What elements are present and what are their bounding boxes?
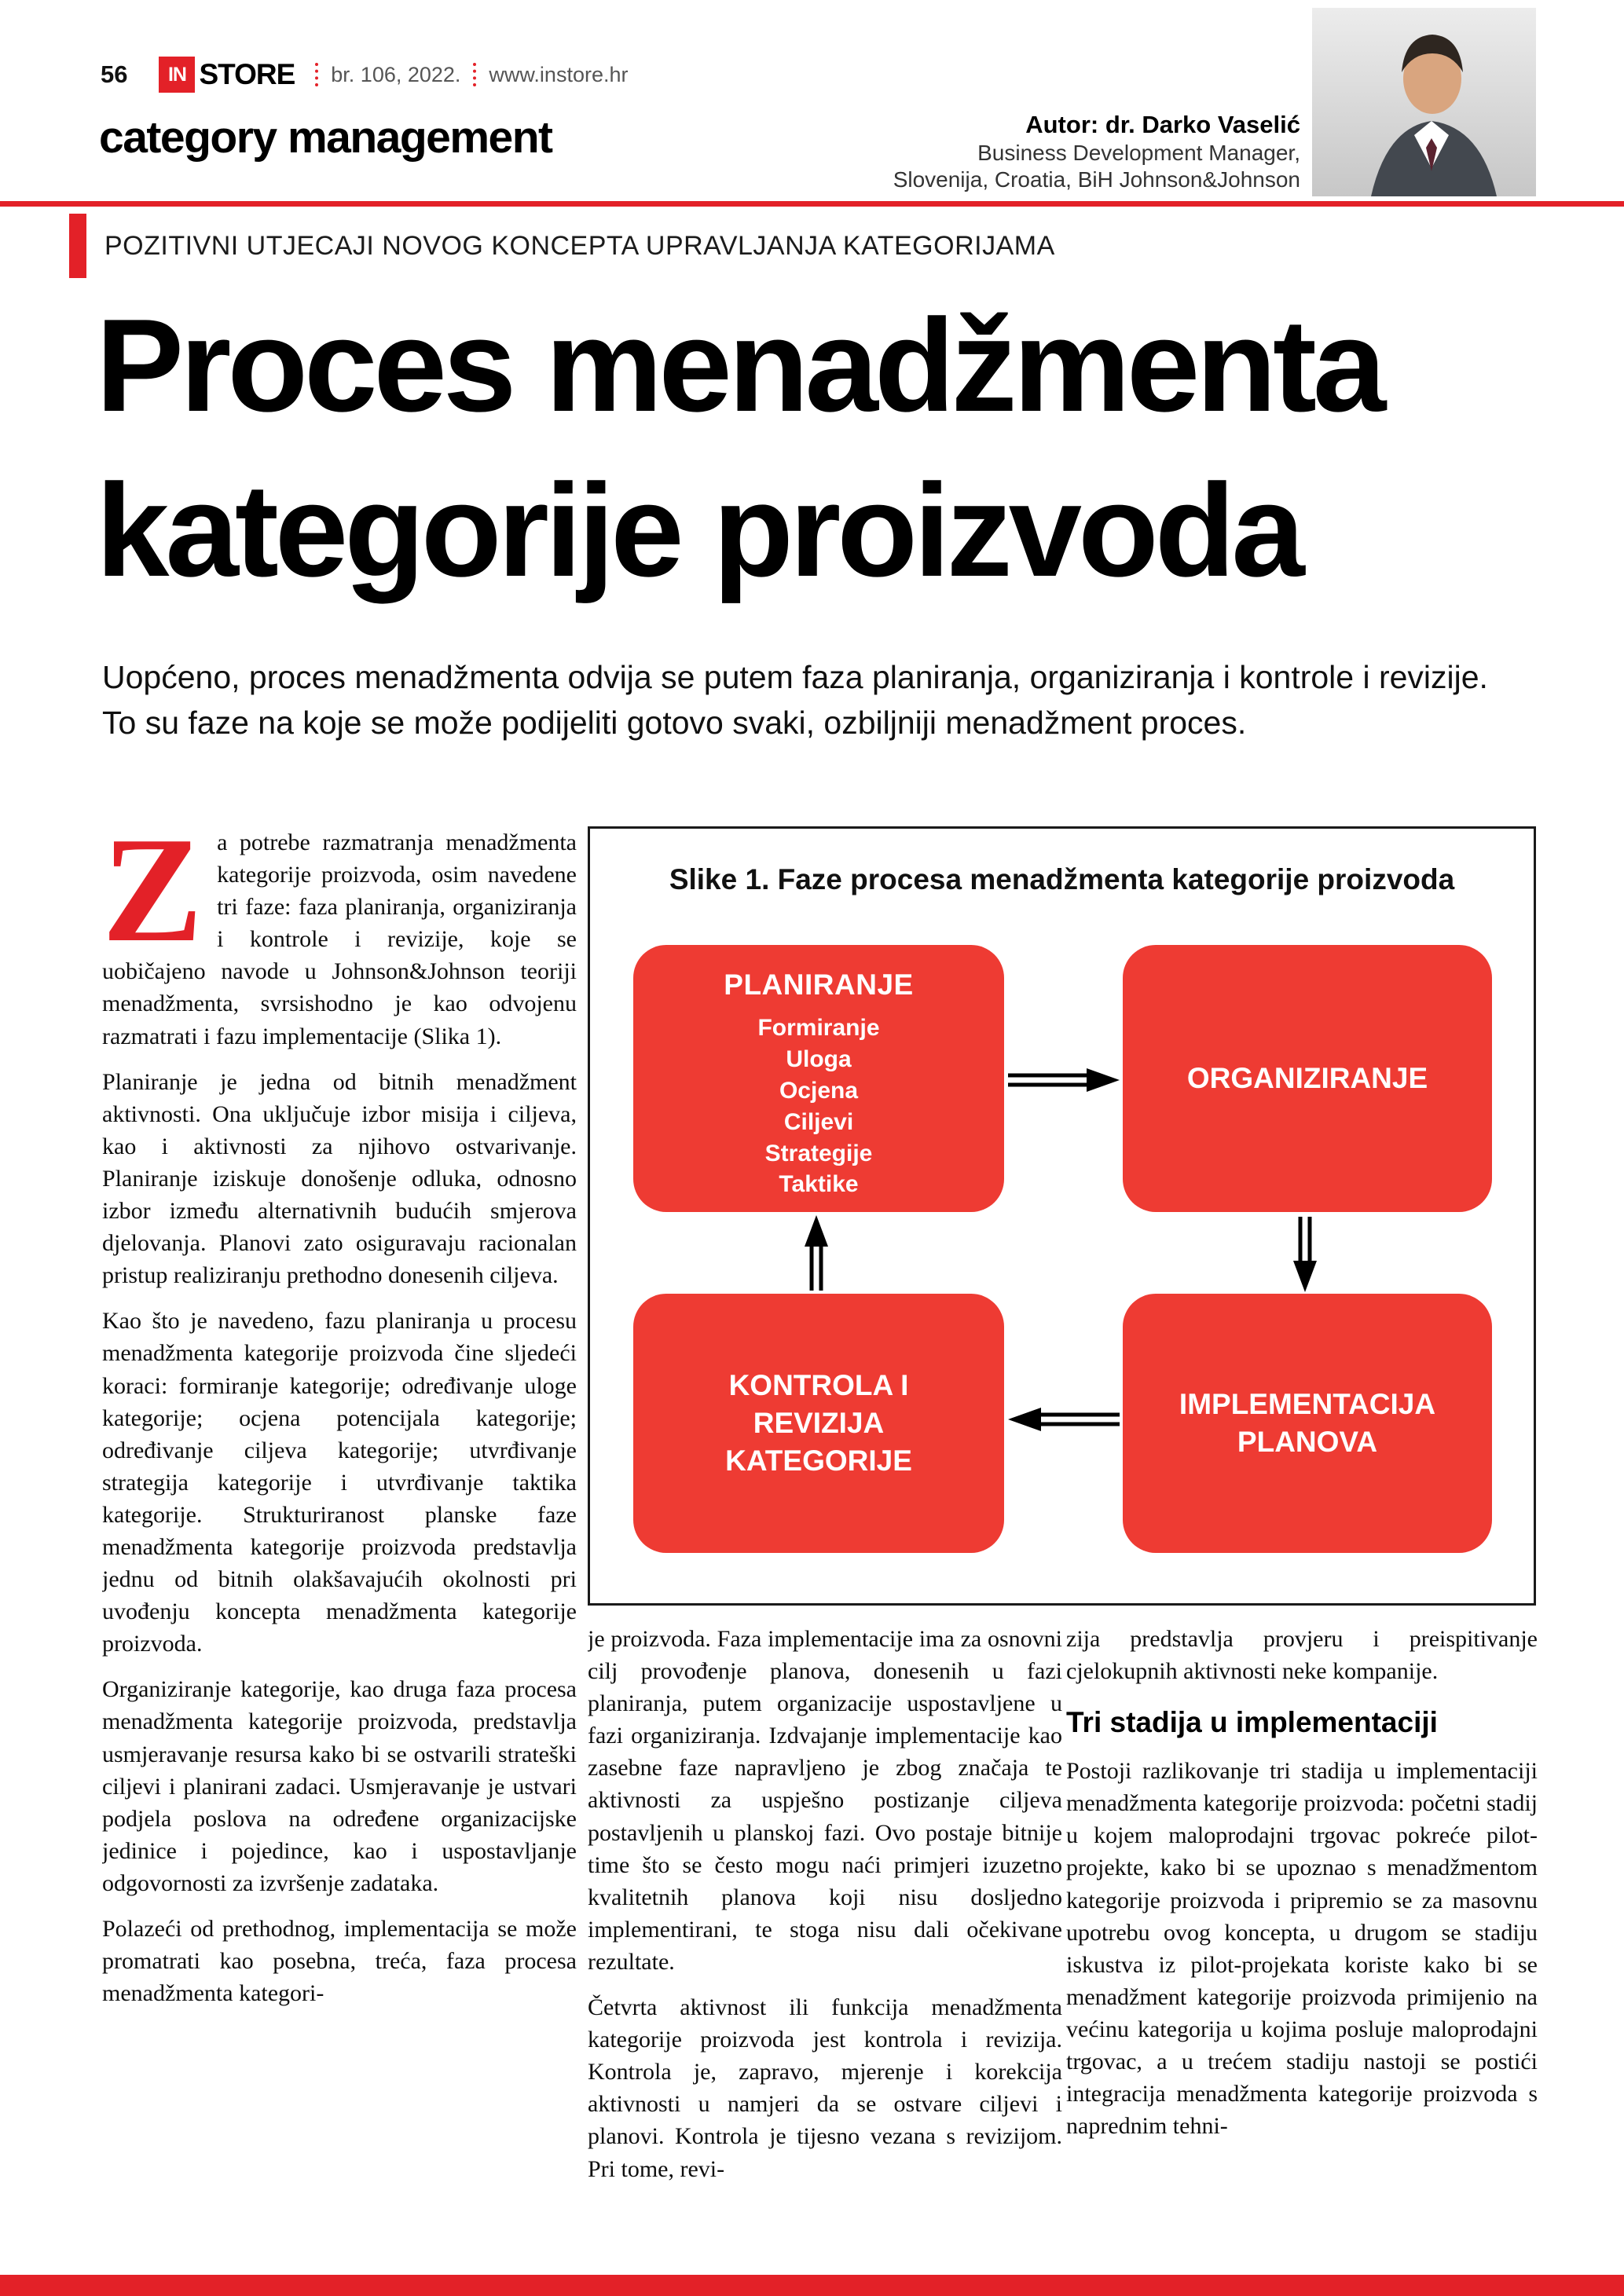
author-name-line [893, 110, 1300, 140]
instore-logo-store: STORE [199, 58, 295, 90]
instore-logo-in-icon: IN [159, 57, 195, 93]
paragraph: Planiranje je jedna od bitnih menadžment aktivnosti. Ona uključuje izbor misija i ciljeva, kao i aktivnosti za njihovo ostvarivanje. Planiranje iziskuje donošenje odluka, odnosno izbor između alternativnih budućih smjerova djelovanja. Planovi zato osiguravaju racionalan pristup realiziranju prethodno donesenih ciljeva. [102, 1068, 577, 1289]
author-block [893, 110, 1300, 193]
paragraph: Četvrta aktivnost ili funkcija menadžmenta kategorije proizvoda jest kontrola i revizija. Kontrola je, zapravo, mjerenje i korekcija aktivnosti u namjeri da se ostvare ciljevi i planovi. Kontrola je tijesno vezana s revizijom. Pri tome, revi- [588, 1994, 1062, 2182]
planiranje-item: Strategije [764, 1140, 873, 1166]
author-company: Slovenija, Croatia, BiH Johnson&Johnson [893, 167, 1300, 192]
figure-box-kontrola: KONTROLA I REVIZIJA KATEGORIJE [633, 1294, 1004, 1553]
article-column-left [102, 826, 577, 2265]
section-title: category management [99, 112, 552, 163]
website-url: www.instore.hr [489, 62, 629, 86]
paragraph: Organiziranje kategorije, kao druga faza procesa menadžmenta kategorije proizvoda, predstavlja usmjeravanje resursa kako bi se ostvarili strateški ciljevi i planirani zadaci. Usmjeravanje je ustvari podjela poslova na određene organizacijske jedinice i pojedince, kao i uspostavljanje odgovornosti za izvršenje zadataka. [102, 1676, 577, 1896]
planiranje-items [633, 1013, 1004, 1200]
author-photo [1312, 8, 1536, 196]
figure-box-planiranje [633, 945, 1004, 1212]
dotted-divider-icon [315, 63, 318, 86]
subheading-tri-stadija: Tri stadija u implementaciji [1066, 1706, 1438, 1739]
planiranje-item: Uloga [786, 1045, 852, 1072]
headline-line2: kategorije proizvoda [96, 456, 1301, 604]
planiranje-item: Formiranje [757, 1015, 880, 1041]
paragraph: je proizvoda. Faza implementacije ima za osnovni cilj provođenje planova, donesenih u fazi planiranja, putem organizacije uspostavljene u fazi organiziranja. Izdvajanje implementacije kao zasebne faze napravljeno je zbog značaja te aktivnosti za uspješno postizanje ciljeva postavljenih u planskoj fazi. Ovo postaje bitnije time što se često mogu naći primjeri izuzetno kvalitetnih planova koji nisu dosljedno implementirani, te stoga nisu dali očekivane rezultate. [588, 1626, 1062, 1975]
arrow-left-icon [1008, 1404, 1120, 1435]
issue-number: br. 106, 2022. [331, 62, 461, 86]
figure-slika-1 [588, 826, 1536, 1606]
author-label: Autor: [1025, 111, 1099, 138]
planiranje-item: Taktike [779, 1171, 859, 1198]
page-number: 56 [101, 60, 128, 88]
arrow-up-icon [801, 1215, 832, 1291]
paragraph: zija predstavlja provjeru i preispitivanje cjelokupnih aktivnosti neke kompanije. [1066, 1626, 1538, 1685]
issue-meta [315, 63, 628, 87]
paragraph-with-dropcap [102, 826, 577, 1053]
author-name: dr. Darko Vaselić [1105, 111, 1300, 138]
arrow-right-icon [1008, 1064, 1120, 1096]
paragraph: Polazeći od prethodnog, implementacija se može promatrati kao posebna, treća, faza procesa menadžmenta kategori- [102, 1916, 577, 2007]
article-headline [96, 283, 1382, 613]
instore-logo [159, 57, 295, 93]
footer-accent-bar [0, 2275, 1624, 2296]
arrow-down-icon [1289, 1217, 1321, 1292]
drop-cap: Z [102, 826, 203, 973]
dotted-divider-icon [473, 63, 476, 86]
article-column-middle [588, 1623, 1062, 2275]
kicker-accent-bar [69, 214, 86, 278]
paragraph-text: a potrebe razmatranja menadžmenta kategorije proizvoda, osim navedene tri faze: faza planiranja, organiziranja i kontrole i revizije, koje se uobičajeno navode u Johnson&Johnson teoriji menadžmenta, svrsishodno je kao odvojenu razmatrati i fazu implementacije (Slika 1). [102, 829, 577, 1049]
figure-box-implementacija: IMPLEMENTACIJA PLANOVA [1123, 1294, 1492, 1553]
article-column-right [1066, 1623, 1538, 2275]
header-meta-row [101, 57, 628, 93]
paragraph: Kao što je navedeno, fazu planiranja u procesu menadžmenta kategorije proizvoda čine sljedeći koraci: formiranje kategorije; određivanje uloge kategorije; ocjena potencijala kategorije; određivanje ciljeva kategorije; utvrđivanje strategija kategorije i utvrđivanje taktika kategorije. Strukturiranost planske faze menadžmenta kategorije proizvoda predstavlja jednu od bitnih olakšavajućih okolnosti pri uvođenju koncepta menadžmenta kategorije proizvoda. [102, 1308, 577, 1657]
lead-paragraph: Uopćeno, proces menadžmenta odvija se putem faza planiranja, organiziranja i kontrole i revizije. To su faze na koje se može podijeliti gotovo svaki, ozbiljniji menadžment proces. [102, 659, 1488, 742]
paragraph: Postoji razlikovanje tri stadija u implementaciji menadžmenta kategorije proizvoda: početni stadij u kojem maloprodajni trgovac pokreće pilot-projekte, kako bi se upoznao s menadžmentom kategorije proizvoda i pripremio se za masovnu upotrebu ovog koncepta, u drugom se stadiju iskustva iz pilot-projekata koriste kako bi se menadžment kategorije proizvoda primijenio na većinu kategorija u kojima posluje maloprodajni trgovac, a u trećem stadiju nastoji se postići integracija menadžmenta kategorije proizvoda s naprednim tehni- [1066, 1758, 1538, 2140]
figure-caption: Slike 1. Faze procesa menadžmenta kategorije proizvoda [669, 863, 1455, 895]
planiranje-item: Ocjena [779, 1077, 859, 1104]
kicker: POZITIVNI UTJECAJI NOVOG KONCEPTA UPRAVLJANJA KATEGORIJAMA [104, 231, 1055, 261]
planiranje-item: Ciljevi [783, 1108, 854, 1135]
header-rule [0, 201, 1624, 207]
figure-box-organiziranje: ORGANIZIRANJE [1123, 945, 1492, 1212]
author-role: Business Development Manager, [977, 140, 1300, 165]
planiranje-title: PLANIRANJE [724, 969, 914, 1001]
headline-line1: Proces menadžmenta [96, 291, 1383, 439]
